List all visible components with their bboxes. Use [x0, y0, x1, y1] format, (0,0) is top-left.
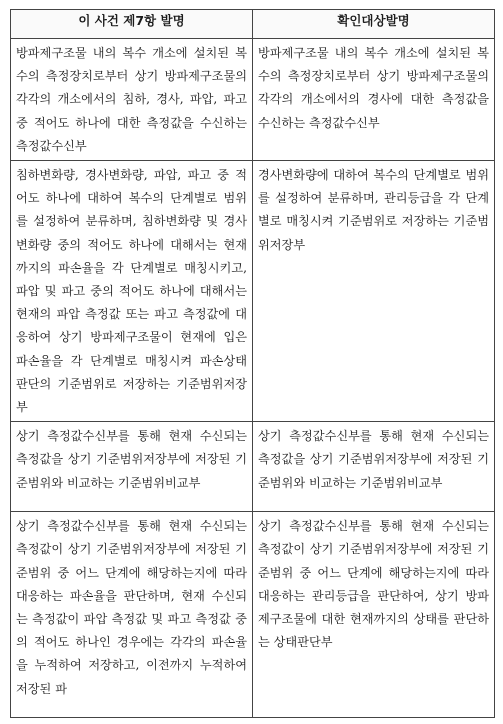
header-target-invention: 확인대상발명 — [253, 10, 495, 39]
header-claim-7-invention: 이 사건 제7항 발명 — [11, 10, 253, 39]
target-invention-cell — [253, 161, 495, 422]
cell-text: 상기 측정값수신부를 통해 현재 수신되는 측정값을 상기 기준범위저장부에 저장된 기준범위와 비교하는 기준범위비교부 — [16, 429, 247, 490]
cell-text: 상기 측정값수신부를 통해 현재 수신되는 측정값을 상기 기준범위저장부에 저장된 기준범위와 비교하는 기준범위비교부 — [258, 429, 489, 490]
cell-text: 경사변화량에 대하여 복수의 단계별로 범위를 설정하여 분류하며, 관리등급을 각 단계별로 매칭시켜 기준범위로 저장하는 기준범위저장부 — [258, 168, 489, 252]
cell-text: 방파제구조물 내의 복수 개소에 설치된 복수의 측정장치로부터 상기 방파제구조물의 각각의 개소에서의 침하, 경사, 파압, 파고 중 적어도 하나에 대한 측정값을 수신하는 측정값수신부 — [16, 46, 247, 153]
table-row — [11, 422, 495, 512]
claim-7-cell — [11, 39, 253, 161]
claim-comparison-table — [10, 9, 495, 718]
table-row — [11, 161, 495, 422]
claim-comparison-document — [10, 9, 494, 718]
target-invention-cell — [253, 422, 495, 512]
cell-text: 상기 측정값수신부를 통해 현재 수신되는 측정값이 상기 기준범위저장부에 저장된 기준범위 중 어느 단계에 해당하는지에 따라 대응하는 파손율을 판단하며, 현재 수신되는 측정값이 파압 측정값 및 파고 측정값 중의 적어도 하나인 경우에는 각각의 파손율을 누적하여 저장하고, 이전까지 누적하여 저장된 파 — [16, 519, 247, 696]
claim-7-cell — [11, 512, 253, 718]
target-invention-cell — [253, 512, 495, 718]
claim-7-cell — [11, 161, 253, 422]
cell-text: 상기 측정값수신부를 통해 현재 수신되는 측정값이 상기 기준범위저장부에 저장된 기준범위 중 어느 단계에 해당하는지에 따라 대응하는 관리등급을 판단하여, 상기 방파제구조물에 대한 현재까지의 상태를 판단하는 상태판단부 — [258, 519, 489, 650]
claim-7-cell — [11, 422, 253, 512]
table-header-row — [11, 10, 495, 39]
table-row — [11, 39, 495, 161]
cell-text: 침하변화량, 경사변화량, 파압, 파고 중 적어도 하나에 대하여 복수의 단계별로 범위를 설정하여 분류하며, 침하변화량 및 경사변화량 중의 적어도 하나에 대해서는 현재까지의 파손율을 각 단계별로 매칭시키고, 파압 및 파고 중의 적어도 하나에 대해서는 현재의 파압 측정값 또는 파고 측정값에 대응하여 상기 방파제구조물이 현재에 입은 파손율을 각 단계별로 매칭시켜 파손상태 판단의 기준범위로 저장하는 기준범위저장부 — [16, 168, 247, 415]
cell-text: 방파제구조물 내의 복수 개소에 설치된 복수의 측정장치로부터 상기 방파제구조물의 각각의 개소에서의 경사에 대한 측정값을 수신하는 측정값수신부 — [258, 46, 489, 130]
table-row — [11, 512, 495, 718]
target-invention-cell — [253, 39, 495, 161]
